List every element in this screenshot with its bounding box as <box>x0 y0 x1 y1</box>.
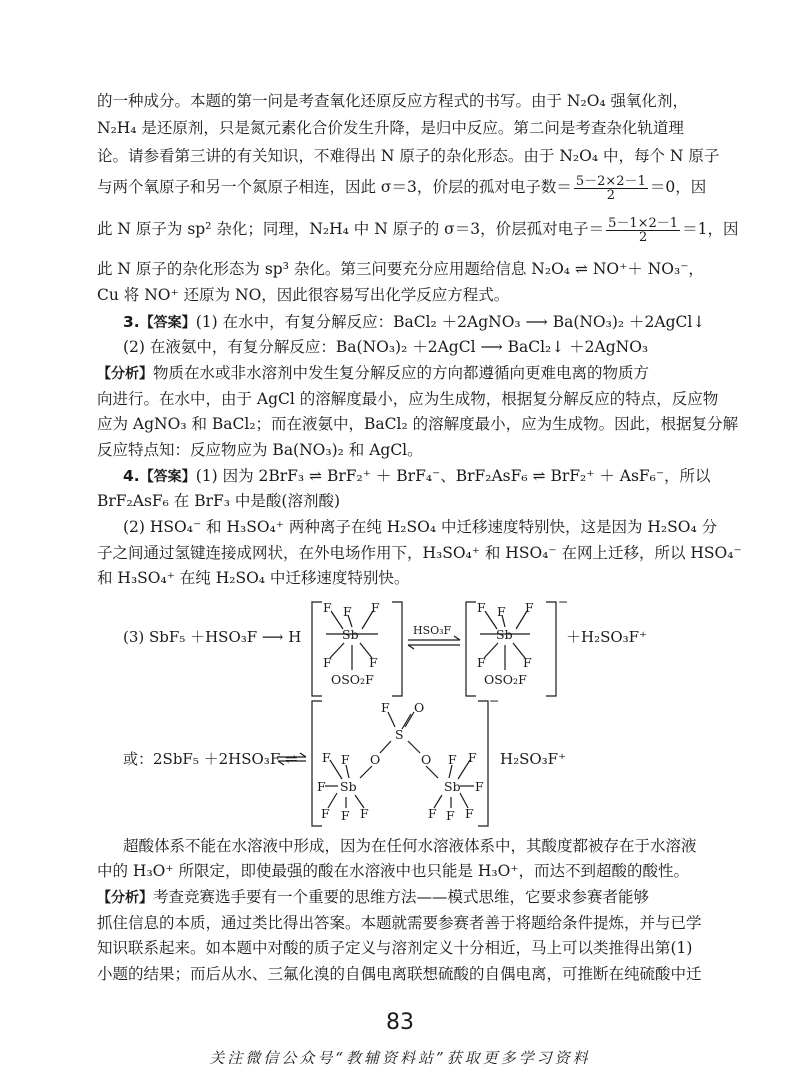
atom-f: F <box>428 806 437 821</box>
atom-f: F <box>341 808 350 823</box>
q3-analysis-line-1: 【分析】物质在水或非水溶剂中发生复分解反应的方向都遵循向更难电离的物质方 <box>97 364 650 382</box>
reaction-lhs: (3) SbF₅ ＋HSO₃F ⟶ H <box>123 628 302 646</box>
atom-o: O <box>414 700 425 715</box>
atom-f: F <box>369 655 378 670</box>
answer-tag: 【答案】 <box>139 315 196 331</box>
analysis-tag: 【分析】 <box>97 366 153 382</box>
page-number: 83 <box>386 1010 414 1035</box>
atom-f: F <box>446 808 455 823</box>
atom-f: F <box>341 752 350 767</box>
atom-f: F <box>523 655 532 670</box>
text-line: BrF₂AsF₆ 在 BrF₃ 中是酸(溶剂酸) <box>97 492 341 510</box>
text-line: 超酸体系不能在水溶液中形成，因为在任何水溶液体系中，其酸度都被存在于水溶液 <box>123 837 697 855</box>
text-line: 与两个氧原子和另一个氮原子相连，因此 σ＝3，价层的孤对电子数＝ $\frac{5-2\times 2-1}{2}$ ＝0，因 <box>97 173 707 203</box>
text-line: 论。请参看第三讲的有关知识，不难得出 N 原子的杂化形态。由于 N₂O₄ 中，每个 N 原子 <box>97 147 720 165</box>
text-line: 向进行。在水中，由于 AgCl 的溶解度最小，应为生成物，根据复分解反应的特点，反应物 <box>97 390 719 408</box>
line-text: 与两个氧原子和另一个氮原子相连，因此 σ＝3，价层的孤对电子数＝ <box>97 178 572 196</box>
atom-f: F <box>323 655 332 670</box>
atom-sb: Sb <box>340 779 357 794</box>
fraction-lone-pairs-2: $\frac{5-1\times 2-1}{2}$ <box>608 215 679 245</box>
atom-s: S <box>395 727 404 742</box>
reaction-lhs-2: 或：2SbF₅ ＋2HSO₃F ⇌ <box>123 750 298 768</box>
text-line: 中的 H₃O⁺ 所限定，即使最强的酸在水溶液中也只能是 H₃O⁺，而达不到超酸的酸性。 <box>97 862 690 880</box>
fraction-lone-pairs: $\frac{5-2\times 2-1}{2}$ <box>575 173 646 203</box>
group-oso2f: OSO₂F <box>484 672 527 687</box>
atom-f: F <box>360 806 369 821</box>
text-line: 反应特点知：反应物应为 Ba(NO₃)₂ 和 AgCl。 <box>97 441 423 459</box>
text-line: N₂H₄ 是还原剂，只是氮元素化合价发生升降，是归中反应。第二问是考查杂化轨道理 <box>97 119 684 137</box>
atom-o: O <box>370 752 381 767</box>
text-line: 的一种成分。本题的第一问是考查氧化还原反应方程式的书写。由于 N₂O₄ 强氧化剂， <box>97 92 689 110</box>
text-line: 和 H₃SO₄⁺ 在纯 H₂SO₄ 中迁移速度特别快。 <box>97 569 410 587</box>
atom-f: F <box>321 806 330 821</box>
atom-f: F <box>323 600 332 615</box>
q3-answer-line-2: (2) 在液氨中，有复分解反应：Ba(NO₃)₂ ＋2AgCl ⟶ BaCl₂↓ ＋2AgNO₃ <box>123 338 649 356</box>
answer-tag: 【答案】 <box>139 469 196 485</box>
atom-f: F <box>477 655 486 670</box>
atom-f: F <box>381 700 390 715</box>
analysis-tag: 【分析】 <box>97 890 153 906</box>
atom-o: O <box>421 752 432 767</box>
atom-f: F <box>322 750 331 765</box>
q4-answer-line-1: 4.【答案】(1) 因为 2BrF₃ ⇌ BrF₂⁺ ＋ BrF₄⁻、BrF₂AsF₆ ⇌ BrF₂⁺ ＋ AsF₆⁻，所以 <box>123 467 711 485</box>
arrow-label: HSO₃F <box>413 624 452 637</box>
line-text: 此 N 原子为 sp² 杂化；同理，N₂H₄ 中 N 原子的 σ＝3，价层孤对电子＝ <box>97 220 605 238</box>
text-line: 知识联系起来。如本题中对酸的质子定义与溶剂定义十分相近，马上可以类推得出第(1) <box>97 939 693 957</box>
atom-f: F <box>465 806 474 821</box>
atom-f: F <box>477 600 486 615</box>
atom-f: F <box>343 604 352 619</box>
text-line: 此 N 原子为 sp² 杂化；同理，N₂H₄ 中 N 原子的 σ＝3，价层孤对电子＝ $\frac{5-1\times 2-1}{2}$ ＝1，因 <box>97 215 739 245</box>
atom-f: F <box>497 604 506 619</box>
group-oso2f: OSO₂F <box>331 672 374 687</box>
footer-note: 关注微信公众号“教辅资料站”获取更多学习资料 <box>209 1049 591 1067</box>
text-line: 小题的结果；而后从水、三氟化溴的自偶电离联想硫酸的自偶电离，可推断在纯硫酸中迁 <box>97 965 702 983</box>
atom-sb: Sb <box>444 779 461 794</box>
atom-sb: Sb <box>496 627 513 642</box>
charge-minus: − <box>558 594 569 609</box>
text-line: (2) HSO₄⁻ 和 H₃SO₄⁺ 两种离子在纯 H₂SO₄ 中迁移速度特别快，这是因为 H₂SO₄ 分 <box>123 518 718 536</box>
q3-answer-line-1: 3.【答案】(1) 在水中，有复分解反应：BaCl₂ ＋2AgNO₃ ⟶ Ba(NO₃)₂ ＋2AgCl↓ <box>123 313 706 331</box>
atom-sb: Sb <box>342 627 359 642</box>
atom-f: F <box>475 779 484 794</box>
text-line: 子之间通过氢键连接成网状，在外电场作用下，H₃SO₄⁺ 和 HSO₄⁻ 在网上迁移，所以 HSO₄⁻ <box>97 544 742 562</box>
analysis-line-1: 【分析】考查竞赛选手要有一个重要的思维方法——模式思维，它要求参赛者能够 <box>97 888 650 906</box>
atom-f: F <box>525 600 534 615</box>
reaction-rhs: ＋H₂SO₃F⁺ <box>566 628 648 646</box>
text-line: 应为 AgNO₃ 和 BaCl₂；而在液氨中，BaCl₂ 的溶解度最小，应为生成物。因此，根据复分解 <box>97 415 739 433</box>
text-line: 此 N 原子的杂化形态为 sp³ 杂化。第三问要充分应用题给信息 N₂O₄ ⇌ NO⁺＋ NO₃⁻， <box>97 260 704 278</box>
atom-f: F <box>317 779 326 794</box>
text-line: 抓住信息的本质，通过类比得出答案。本题就需要参赛者善于将题给条件提炼，并与已学 <box>97 914 702 932</box>
charge-minus: − <box>489 693 500 708</box>
atom-f: F <box>371 600 380 615</box>
atom-f: F <box>468 750 477 765</box>
atom-f: F <box>448 752 457 767</box>
reaction-rhs-2: H₂SO₃F⁺ <box>500 750 567 768</box>
text-line: Cu 将 NO⁺ 还原为 NO，因此很容易写出化学反应方程式。 <box>97 286 510 304</box>
